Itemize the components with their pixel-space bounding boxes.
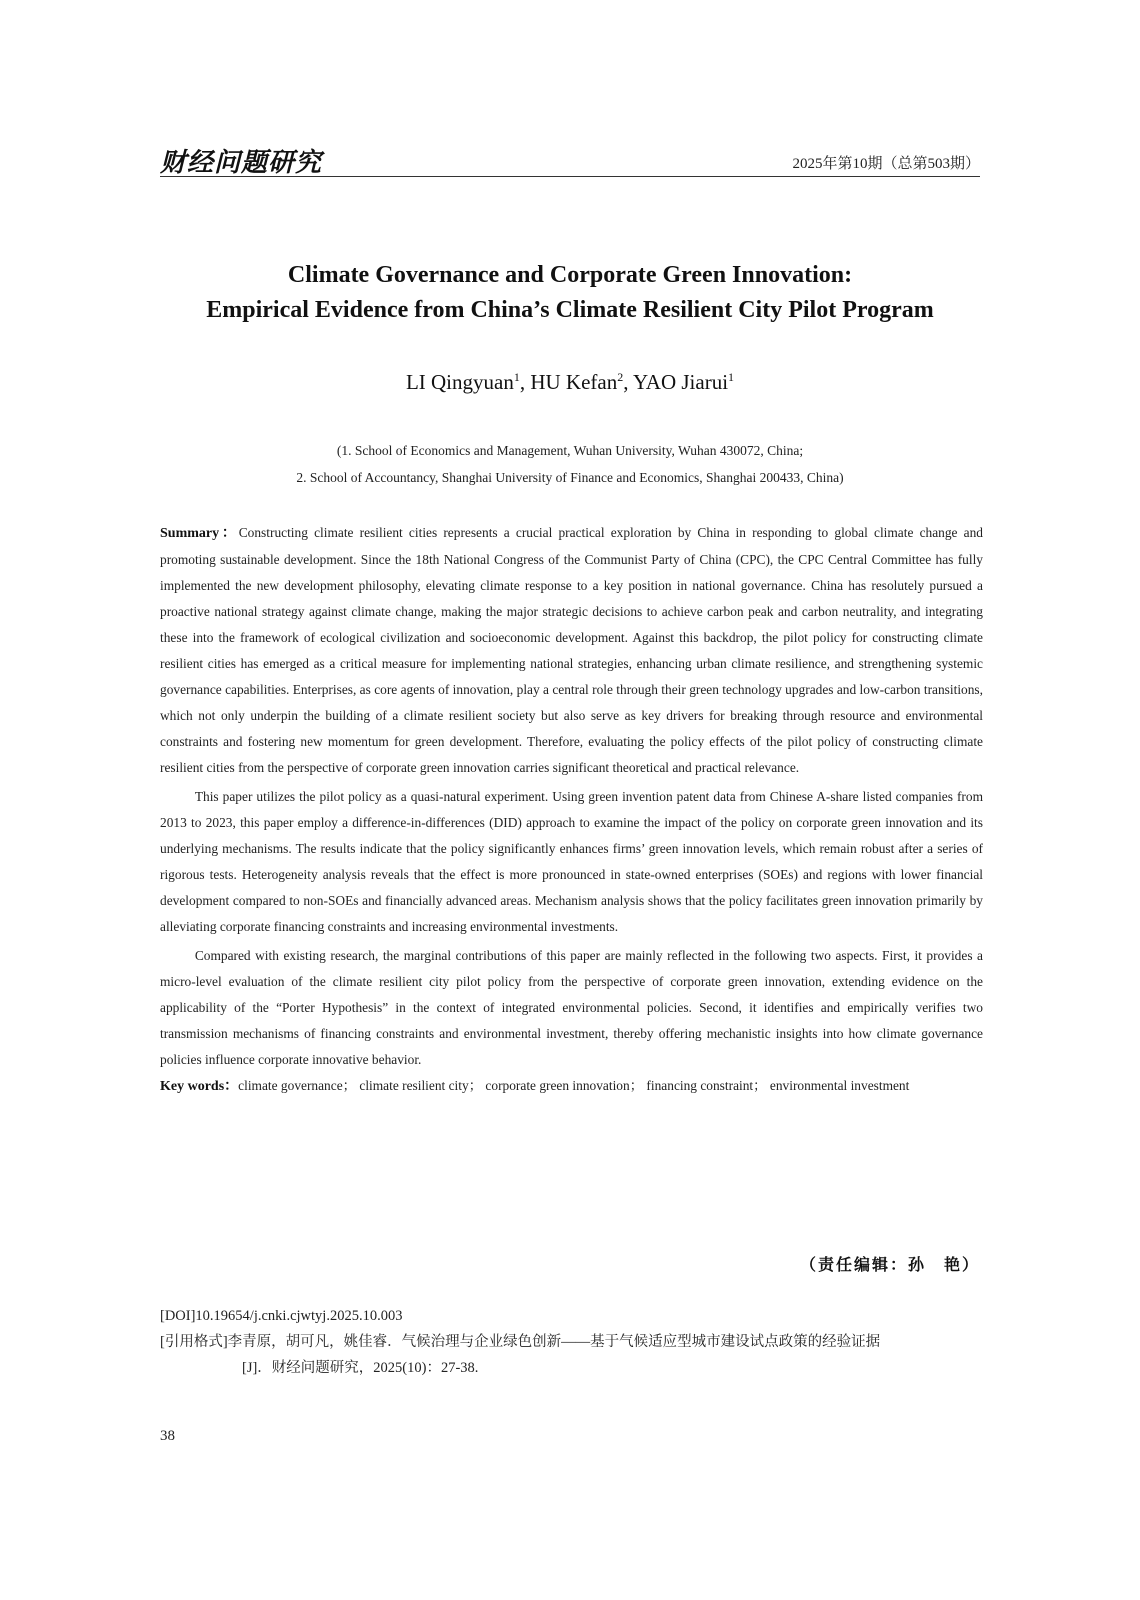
author-name: HU Kefan [530, 370, 618, 394]
author-list: LI Qingyuan$^1$, HU Kefan$^2$, YAO Jiarui$^1$ [405, 370, 735, 394]
affiliations [160, 437, 980, 491]
affiliation-line: 2. School of Accountancy, Shanghai University of Finance and Economics, Shanghai 200433, China) [296, 470, 844, 485]
keywords: Key words：climate governance； climate resilient city； corporate green innovation； financing constraint； environmental investment [160, 1078, 910, 1094]
paper-title-line2: Empirical Evidence from China’s Climate Resilient City Pilot Program [206, 297, 934, 323]
running-header [160, 140, 980, 177]
author-name: YAO Jiarui [632, 370, 729, 394]
keywords-label: Key words： [160, 1079, 239, 1094]
author-affil-mark: 1 [728, 370, 735, 384]
citation-format-cont: [J]．财经问题研究，2025(10)：27-38. [242, 1360, 479, 1376]
paper-title-line1: Climate Governance and Corporate Green Innovation: [287, 262, 853, 288]
journal-logo: 财经问题研究 [160, 148, 323, 178]
responsible-editor: （责任编辑：孙 艳） [799, 1255, 980, 1274]
affiliation-line: (1. School of Economics and Management, Wuhan University, Wuhan 430072, China; [336, 443, 804, 458]
citation-block [160, 1303, 983, 1381]
page-number: 38 [160, 1428, 175, 1444]
doi: [DOI]10.19654/j.cnki.cjwtyj.2025.10.003 [160, 1308, 403, 1324]
author-name: LI Qingyuan [405, 370, 514, 394]
summary-label: Summary： [160, 526, 239, 541]
summary-section [160, 520, 983, 1100]
citation-format: [引用格式]李青原，胡可凡，姚佳睿．气候治理与企业绿色创新——基于气候适应型城市建设试点政策的经验证据 [160, 1334, 881, 1350]
summary-paragraph: This paper utilizes the pilot policy as a quasi-natural experiment. Using green invention patent data from Chinese A-share listed companies from 2013 to 2023, this paper employ a difference-in-differences (DID) approach to examine the impact of the policy on corporate green innovation and its underlying mechanisms. The results indicate that the policy significantly enhances firms’ green innovation levels, which remain robust after a series of rigorous tests. Heterogeneity analysis reveals that the effect is more pronounced in state-owned enterprises (SOEs) and regions with lower financial development compared to non-SOEs and financially advanced areas. Mechanism analysis shows that the policy facilitates green innovation primarily by alleviating corporate financing constraints and increasing environmental investments. [160, 789, 983, 934]
author-affil-mark: 2 [617, 370, 624, 384]
issue-info: 2025年第10期（总第503期） [792, 156, 980, 172]
summary-paragraph: Summary：Constructing climate resilient cities represents a crucial practical exploration by China in responding to global climate change and promoting sustainable development. Since the 18th National Congress of the Communist Party of China (CPC), the CPC Central Committee has fully implemented the new development philosophy, elevating climate response to a key position in national governance. China has resolutely pursued a proactive national strategy against climate change, making the major strategic decisions to achieve carbon peak and carbon neutrality, and integrating these into the framework of ecological civilization and socioeconomic development. Against this backdrop, the pilot policy for constructing climate resilient cities has emerged as a critical measure for implementing national strategies, enhancing urban climate resilience, and strengthening systemic governance capabilities. Enterprises, as core agents of innovation, play a central role through their green technology upgrades and low-carbon transitions, which not only underpin the building of a climate resilient society but also serve as key drivers for breaking through resource and environmental constraints and fostering new momentum for green development. Therefore, evaluating the policy effects of the pilot policy of constructing climate resilient cities from the perspective of corporate green innovation carries significant theoretical and practical relevance. [160, 525, 983, 775]
author-affil-mark: 1 [513, 370, 520, 384]
paper-title [100, 258, 1040, 328]
summary-paragraph: Compared with existing research, the marginal contributions of this paper are mainly reflected in the following two aspects. First, it provides a micro-level evaluation of the climate resilient city pilot policy from the perspective of corporate green innovation, extending evidence on the applicability of the “Porter Hypothesis” in the context of integrated environmental policies. Second, it identifies and empirically verifies two transmission mechanisms of financing constraints and environmental investment, thereby offering mechanistic insights into how climate governance policies influence corporate innovative behavior. [160, 948, 983, 1067]
